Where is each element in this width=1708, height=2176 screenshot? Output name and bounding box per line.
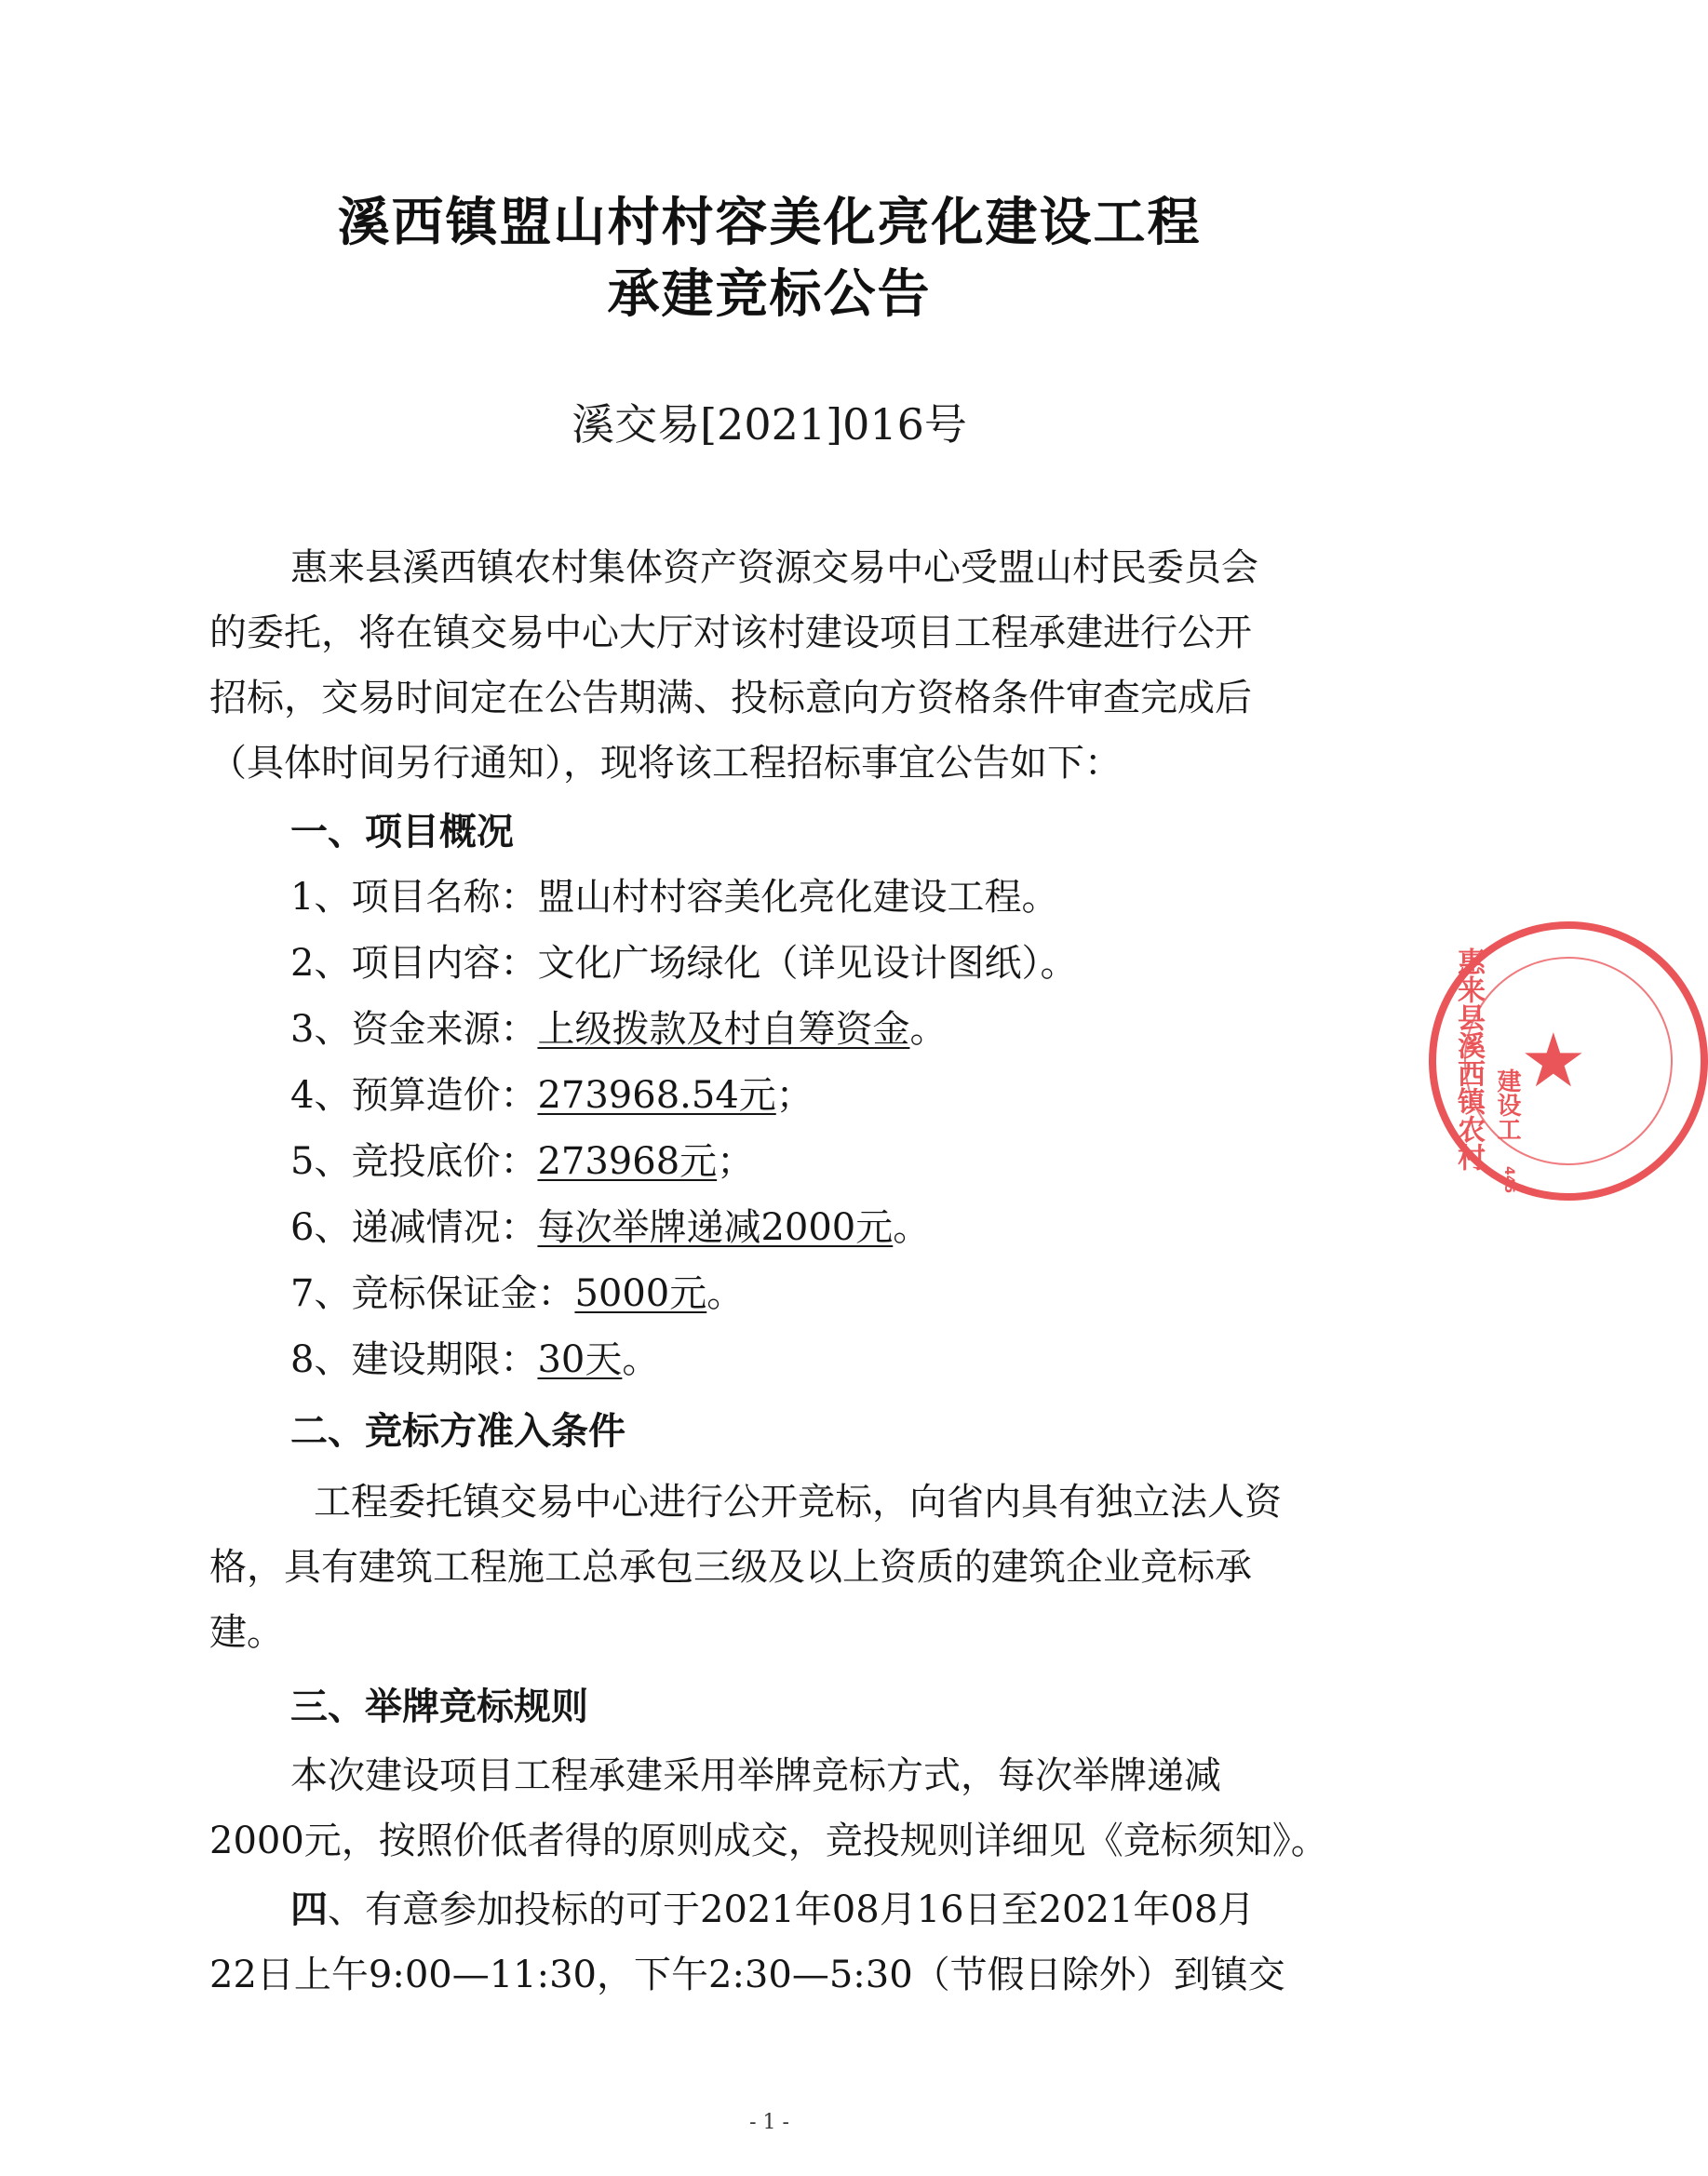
item-label: 7、竞标保证金：: [290, 1272, 575, 1315]
section4-line-1: [290, 1880, 1370, 1933]
item-value: 273968.54元: [537, 1074, 776, 1117]
item-label: 5、竞投底价：: [290, 1140, 538, 1183]
section4-text: 、有意参加投标的可于2021年08月16日至2021年08月: [328, 1888, 1256, 1931]
project-item-2: [290, 934, 1077, 987]
item-value: 文化广场绿化（详见设计图纸）。: [537, 942, 1078, 985]
project-item-7: [290, 1264, 744, 1317]
section3-line-1: 本次建设项目工程承建采用举牌竞标方式，每次举牌递减: [290, 1754, 1221, 1797]
project-item-3: [290, 1000, 947, 1053]
project-item-8: [290, 1330, 659, 1383]
seal-text-a: 惠来县溪西镇农村: [1452, 947, 1485, 1171]
item-value: 273968元: [537, 1140, 718, 1183]
item-value: 每次举牌递减2000元: [537, 1206, 894, 1249]
item-suffix: 。: [622, 1338, 660, 1381]
project-item-4: [290, 1066, 814, 1119]
item-suffix: ；: [717, 1140, 755, 1183]
document-number: 溪交易[2021]016号: [572, 399, 967, 450]
section2-heading: 二、竞标方准入条件: [290, 1410, 625, 1453]
item-suffix: ；: [775, 1074, 814, 1117]
intro-line-4: （具体时间另行通知），现将该工程招标事宜公告如下：: [209, 742, 1122, 785]
item-value: 盟山村村容美化亮化建设工程。: [537, 876, 1059, 919]
section4-heading: 四: [290, 1888, 328, 1931]
section3-heading: 三、举牌竞标规则: [290, 1686, 588, 1728]
section2-line-3: 建。: [209, 1611, 284, 1654]
seal-star-icon: ★: [1520, 1017, 1587, 1104]
item-label: 3、资金来源：: [290, 1008, 538, 1051]
item-suffix: 。: [893, 1206, 931, 1249]
item-label: 8、建设期限：: [290, 1338, 538, 1381]
section3-line-2: 2000元，按照价低者得的原则成交，竞投规则详细见《竞标须知》。: [209, 1820, 1328, 1862]
page-number: - 1 -: [749, 2111, 789, 2134]
item-label: 2、项目内容：: [290, 942, 538, 985]
section2-line-2: 格，具有建筑工程施工总承包三级及以上资质的建筑企业竞标承: [209, 1546, 1252, 1589]
project-item-1: [290, 867, 1058, 920]
section1-heading: 一、项目概况: [290, 811, 514, 853]
item-suffix: 。: [706, 1272, 745, 1315]
item-value: 30天: [537, 1338, 623, 1381]
seal-text-c: 445: [1501, 1166, 1516, 1194]
document-title-line1: 溪西镇盟山村村容美化亮化建设工程: [337, 193, 1202, 253]
project-item-6: [290, 1198, 930, 1251]
seal-text-b: 建设工: [1493, 1068, 1521, 1141]
item-value: 上级拨款及村自筹资金: [537, 1008, 910, 1051]
document-title-line2: 承建竞标公告: [607, 264, 932, 325]
intro-line-3: 招标，交易时间定在公告期满、投标意向方资格条件审查完成后: [209, 677, 1252, 719]
item-label: 6、递减情况：: [290, 1206, 538, 1249]
section4-line-2: 22日上午9:00—11:30，下午2:30—5:30（节假日除外）到镇交: [209, 1954, 1285, 1996]
intro-line-2: 的委托，将在镇交易中心大厅对该村建设项目工程承建进行公开: [209, 611, 1252, 654]
item-label: 1、项目名称：: [290, 876, 538, 919]
intro-line-1: 惠来县溪西镇农村集体资产资源交易中心受盟山村民委员会: [290, 546, 1258, 589]
section2-line-1: 工程委托镇交易中心进行公开竞标，向省内具有独立法人资: [314, 1481, 1282, 1524]
project-item-5: [290, 1132, 754, 1185]
item-value: 5000元: [574, 1272, 707, 1315]
item-suffix: 。: [909, 1008, 948, 1051]
official-seal: [1429, 921, 1708, 1201]
item-label: 4、预算造价：: [290, 1074, 538, 1117]
